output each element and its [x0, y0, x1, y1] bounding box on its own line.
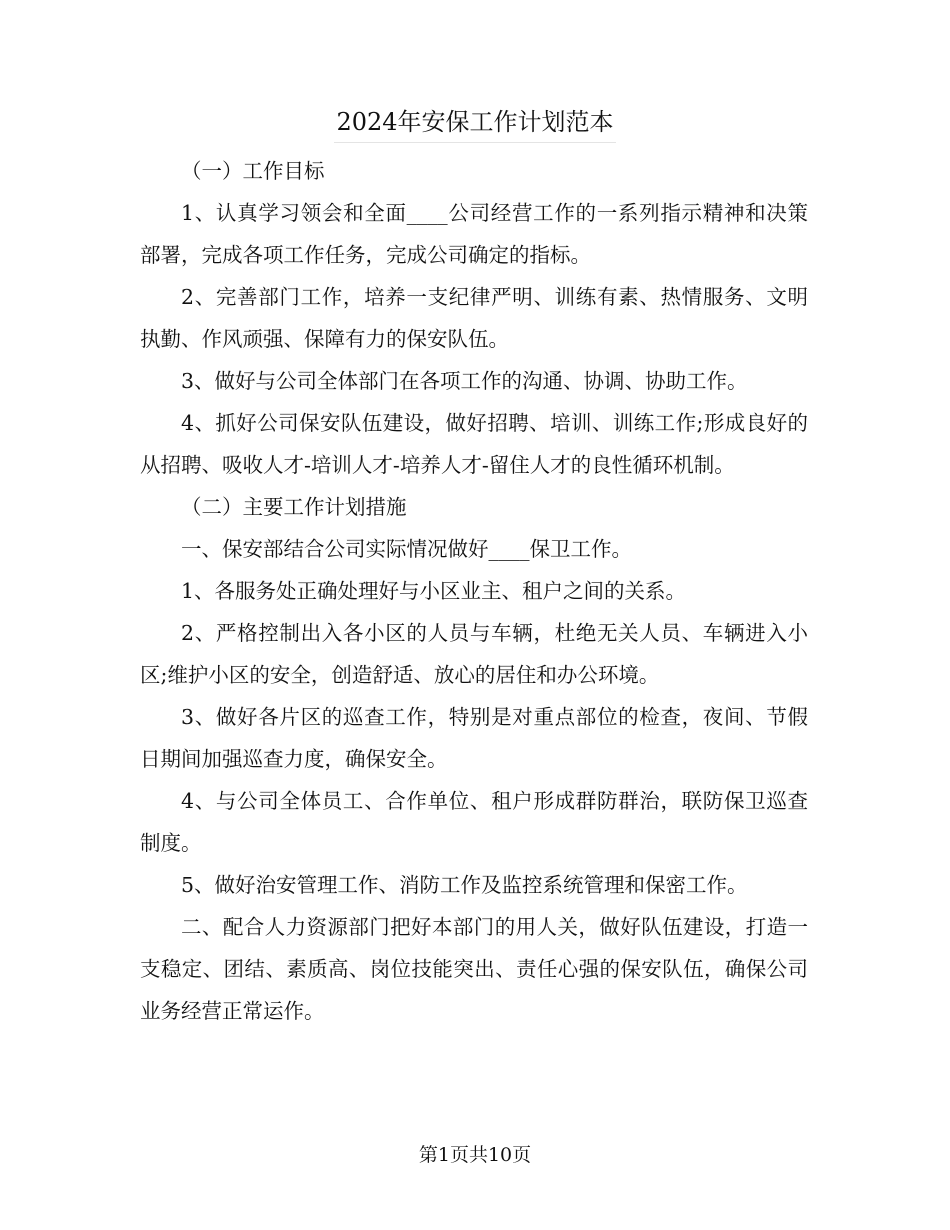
paragraph-measure-4: 4、与公司全体员工、合作单位、租户形成群防群治，联防保卫巡查制度。: [140, 789, 808, 855]
document-title: 2024年安保工作计划范本: [334, 102, 615, 143]
document-title-block: [0, 102, 950, 143]
section-heading-goals: （一）工作目标: [181, 159, 325, 183]
paragraph-measure-1: 1、各服务处正确处理好与小区业主、租户之间的关系。: [181, 579, 687, 603]
page-number-footer: 第1页共10页: [418, 1144, 532, 1166]
paragraph-measure-part-2: 二、配合人力资源部门把好本部门的用人关，做好队伍建设，打造一支稳定、团结、素质高、岗位技能突出、责任心强的保安队伍，确保公司业务经营正常运作。: [140, 915, 808, 1023]
paragraph-goal-2: 2、完善部门工作，培养一支纪律严明、训练有素、热情服务、文明执勤、作风顽强、保障有力的保安队伍。: [140, 285, 808, 351]
paragraph-measure-part-1: 一、保安部结合公司实际情况做好____保卫工作。: [181, 537, 632, 561]
paragraph-measure-5: 5、做好治安管理工作、消防工作及监控系统管理和保密工作。: [181, 873, 748, 897]
document-body: [140, 150, 808, 1032]
paragraph-measure-2: 2、严格控制出入各小区的人员与车辆，杜绝无关人员、车辆进入小区;维护小区的安全，创造舒适、放心的居住和办公环境。: [140, 621, 808, 687]
paragraph-goal-4: 4、抓好公司保安队伍建设，做好招聘、培训、训练工作;形成良好的从招聘、吸收人才-培训人才-培养人才-留住人才的良性循环机制。: [140, 411, 808, 477]
paragraph-goal-1: 1、认真学习领会和全面____公司经营工作的一系列指示精神和决策部署，完成各项工作任务，完成公司确定的指标。: [140, 201, 808, 267]
section-heading-measures: （二）主要工作计划措施: [181, 495, 407, 519]
paragraph-goal-3: 3、做好与公司全体部门在各项工作的沟通、协调、协助工作。: [181, 369, 748, 393]
paragraph-measure-3: 3、做好各片区的巡查工作，特别是对重点部位的检查，夜间、节假日期间加强巡查力度，确保安全。: [140, 705, 808, 771]
